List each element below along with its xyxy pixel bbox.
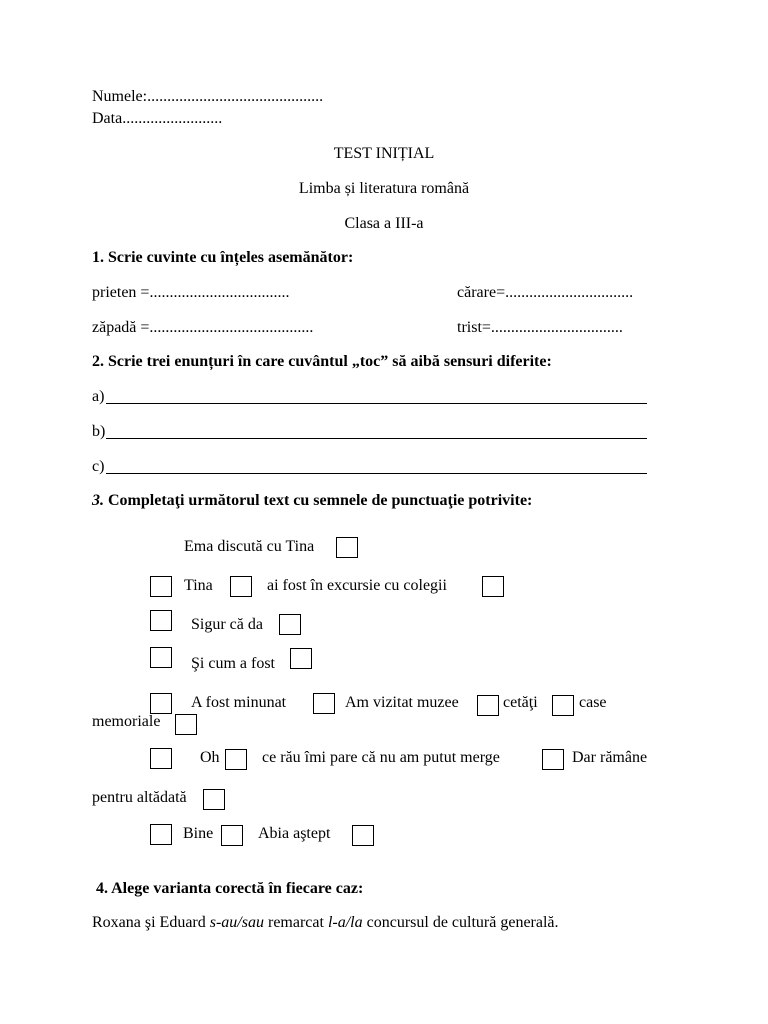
q1-prompt: 1. Scrie cuvinte cu înțeles asemănător:: [92, 249, 354, 266]
punct-box[interactable]: [203, 789, 225, 810]
frag-l2b: ai fost în excursie cu colegii: [267, 577, 447, 594]
q3-number: 3.: [92, 492, 104, 509]
punct-box[interactable]: [482, 576, 504, 597]
punct-box[interactable]: [150, 610, 172, 631]
punct-box[interactable]: [313, 693, 335, 714]
q3-prompt-text: Completaţi următorul text cu semnele de punctuaţie potrivite:: [104, 492, 533, 509]
frag-l6c: Dar rămâne: [572, 749, 648, 766]
punct-box[interactable]: [230, 576, 252, 597]
frag-l8b: Abia aştept: [258, 825, 331, 842]
q2-label-c: c): [92, 458, 105, 475]
q4-text-1: Roxana şi Eduard: [92, 914, 210, 931]
frag-l5b: Am vizitat muzee: [345, 694, 459, 711]
q4-text-2: remarcat: [263, 914, 328, 931]
punct-box[interactable]: [542, 749, 564, 770]
punct-box[interactable]: [352, 825, 374, 846]
frag-l5a: A fost minunat: [191, 694, 287, 711]
subject-title: Limba și literatura română: [298, 180, 470, 197]
q1-item-trist[interactable]: trist=.................................: [457, 319, 623, 336]
q2-answer-line-a[interactable]: [106, 403, 647, 404]
q4-choice-la[interactable]: l-a/la: [327, 914, 363, 931]
frag-l3: Sigur că da: [191, 616, 263, 633]
punct-box[interactable]: [279, 614, 301, 635]
punct-box[interactable]: [225, 749, 247, 770]
frag-l2a: Tina: [184, 577, 213, 594]
q4-text-3: concursul de cultură generală.: [362, 914, 559, 931]
frag-l5d: case: [579, 694, 607, 711]
q3-prompt: [92, 491, 532, 511]
punct-box[interactable]: [150, 576, 172, 597]
q2-answer-line-b[interactable]: [106, 438, 647, 439]
punct-box[interactable]: [150, 824, 172, 845]
punct-box[interactable]: [552, 695, 574, 716]
grade-title: Clasa a III-a: [344, 215, 424, 232]
q2-label-a: a): [92, 388, 105, 405]
name-field[interactable]: Numele:............................................: [92, 88, 324, 105]
frag-l8a: Bine: [183, 825, 214, 842]
q4-sentence: [92, 913, 559, 933]
punct-box[interactable]: [221, 825, 243, 846]
punct-box[interactable]: [175, 714, 197, 735]
punct-box[interactable]: [477, 695, 499, 716]
q2-prompt: 2. Scrie trei enunțuri în care cuvântul „toc” să aibă sensuri diferite:: [92, 353, 552, 370]
q1-item-carare[interactable]: cărare=................................: [457, 284, 634, 301]
q4-choice-sau[interactable]: s-au/sau: [209, 914, 264, 931]
punct-box[interactable]: [290, 648, 312, 669]
frag-l6a: Oh: [200, 749, 220, 766]
date-field[interactable]: Data.........................: [92, 110, 223, 127]
punct-box[interactable]: [336, 537, 358, 558]
frag-l6b: ce rău îmi pare că nu am putut merge: [262, 749, 500, 766]
frag-l7: pentru altădată: [92, 789, 187, 806]
frag-l5c: cetăţi: [503, 694, 538, 711]
frag-l4: Şi cum a fost: [191, 655, 275, 672]
frag-l5e: memoriale: [92, 713, 161, 730]
punct-box[interactable]: [150, 693, 172, 714]
q4-prompt: 4. Alege varianta corectă în fiecare caz:: [96, 880, 364, 897]
punct-box[interactable]: [150, 647, 172, 668]
q1-item-prieten[interactable]: prieten =...................................: [92, 284, 290, 301]
q1-item-zapada[interactable]: zăpadă =.........................................: [92, 319, 314, 336]
q2-answer-line-c[interactable]: [106, 473, 647, 474]
frag-l1: Ema discută cu Tina: [184, 538, 315, 555]
punct-box[interactable]: [150, 748, 172, 769]
test-title: TEST INIȚIAL: [333, 145, 435, 162]
q2-label-b: b): [92, 423, 106, 440]
